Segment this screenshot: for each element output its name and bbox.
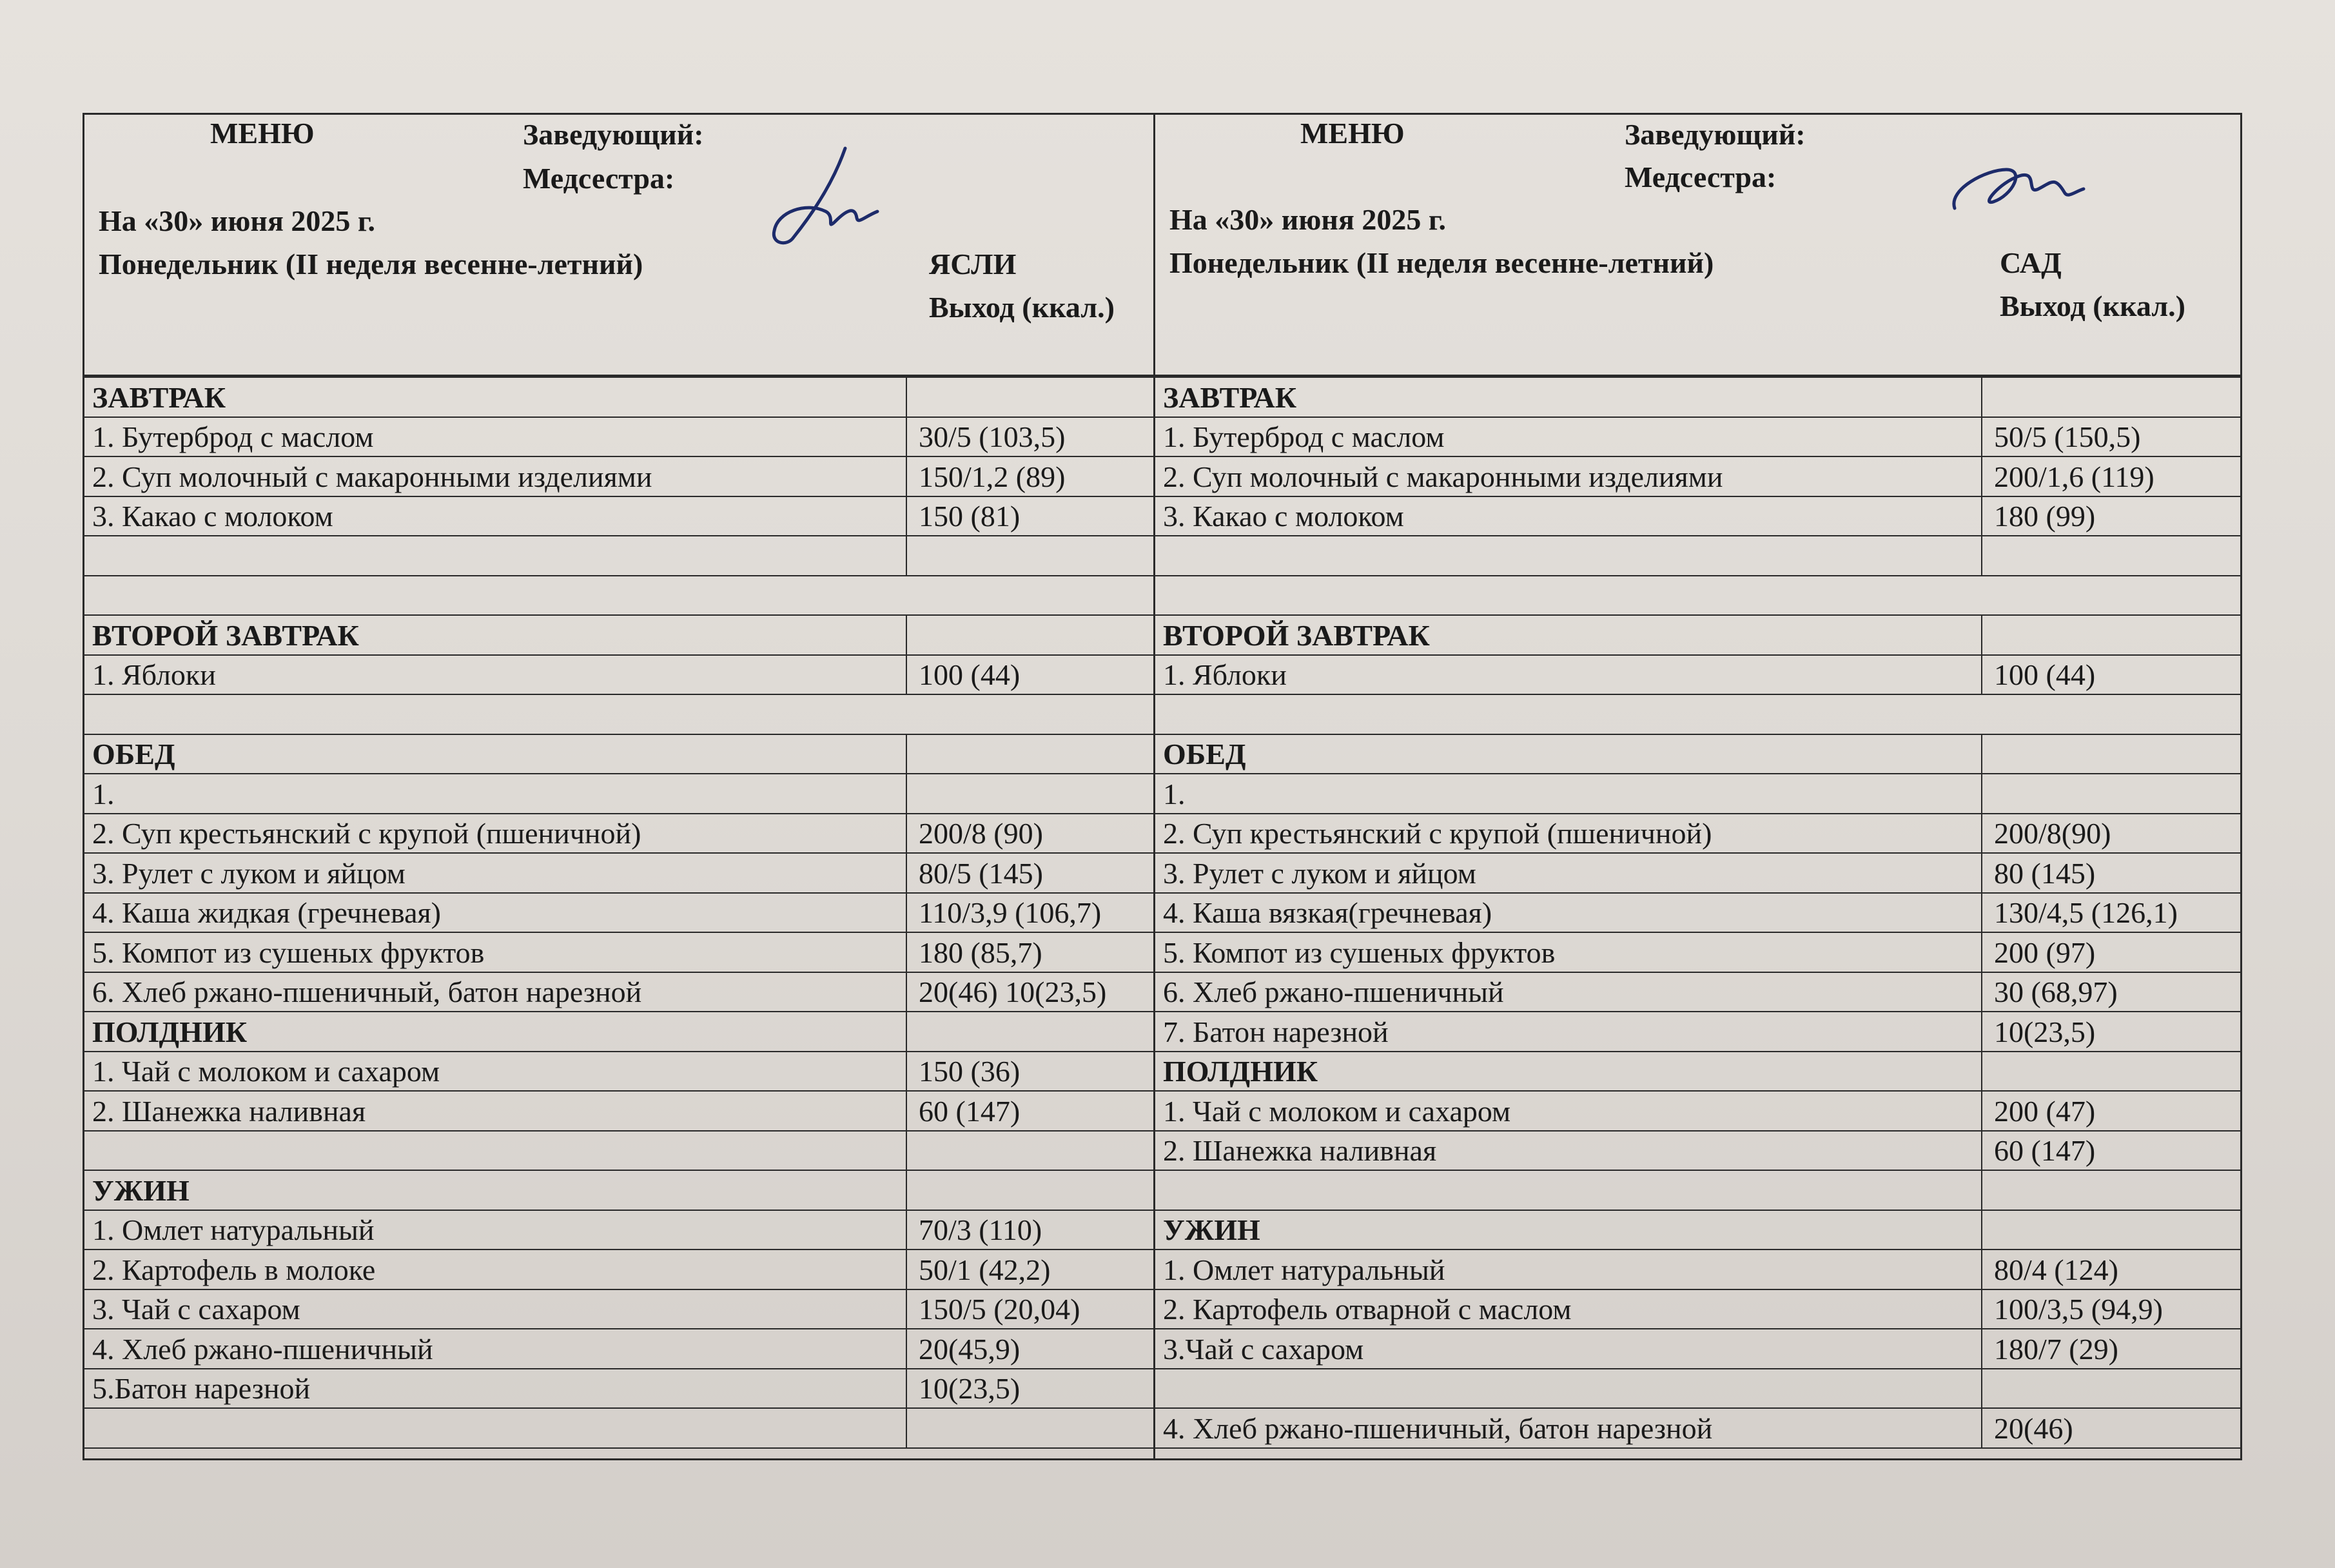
meal-section-title: ВТОРОЙ ЗАВТРАК (1155, 615, 1982, 655)
dish-name: 2. Шанежка наливная (84, 1091, 906, 1131)
kindergarten-dish-row (1155, 853, 2240, 893)
nursery-dish-row (84, 1131, 1153, 1171)
kindergarten-dish-row (1155, 1250, 2240, 1289)
dish-name (1155, 1170, 1982, 1210)
kindergarten-meal-section-row (1155, 615, 2240, 655)
nursery-dish-row (84, 1289, 1153, 1329)
dish-name: 3.Чай с сахаром (1155, 1329, 1982, 1369)
menu-title: МЕНЮ (210, 117, 315, 150)
kindergarten-menu-panel (1153, 113, 2242, 1460)
meal-section-title: ПОЛДНИК (84, 1012, 906, 1052)
meal-section-title: ЗАВТРАК (1155, 377, 1982, 417)
dish-name: 1. Омлет натуральный (84, 1210, 906, 1250)
nursery-spacer-row (84, 694, 1153, 734)
dish-name: 2. Суп крестьянский с крупой (пшеничной) (84, 814, 906, 854)
dish-portion-kcal (1982, 1170, 2240, 1210)
dish-portion-kcal: 30/5 (103,5) (906, 417, 1153, 457)
meal-section-title: УЖИН (1155, 1210, 1982, 1250)
kindergarten-dish-row (1155, 1329, 2240, 1369)
menu-day: Понедельник (II неделя весенне-летний) (1169, 246, 1714, 279)
output-label: Выход (ккал.) (929, 291, 1115, 324)
dish-portion-kcal: 130/4,5 (126,1) (1982, 893, 2240, 933)
dish-portion-kcal (906, 1408, 1153, 1448)
dish-portion-kcal: 180 (99) (1982, 496, 2240, 536)
dish-portion-kcal: 10(23,5) (1982, 1012, 2240, 1052)
kindergarten-dish-row (1155, 774, 2240, 814)
dish-portion-kcal (1982, 774, 2240, 814)
dish-name: 2. Шанежка наливная (1155, 1131, 1982, 1171)
dish-name: 5. Компот из сушеных фруктов (84, 932, 906, 972)
nursery-dish-row (84, 1408, 1153, 1448)
dish-portion-kcal: 80 (145) (1982, 853, 2240, 893)
dish-portion-kcal: 180/7 (29) (1982, 1329, 2240, 1369)
dish-name: 4. Каша жидкая (гречневая) (84, 893, 906, 933)
dish-name: 2. Суп крестьянский с крупой (пшеничной) (1155, 814, 1982, 854)
dish-portion-kcal: 50/5 (150,5) (1982, 417, 2240, 457)
dish-name (1155, 1369, 1982, 1409)
dish-name: 1. Чай с молоком и сахаром (1155, 1091, 1982, 1131)
dish-portion-kcal: 150 (81) (906, 496, 1153, 536)
nursery-dish-row (84, 893, 1153, 933)
menu-day: Понедельник (II неделя весенне-летний) (99, 248, 643, 280)
dish-name: 1. Бутерброд с маслом (84, 417, 906, 457)
kindergarten-dish-row (1155, 972, 2240, 1012)
dish-name: 5.Батон нарезной (84, 1369, 906, 1409)
head-label: Заведующий: (523, 118, 704, 151)
dish-name: 2. Картофель отварной с маслом (1155, 1289, 1982, 1329)
nursery-menu-header (84, 115, 1153, 377)
kindergarten-dish-row (1155, 932, 2240, 972)
dish-name: 5. Компот из сушеных фруктов (1155, 932, 1982, 972)
nursery-dish-row (84, 932, 1153, 972)
menu-date: На «30» июня 2025 г. (99, 204, 376, 237)
kindergarten-dish-row (1155, 417, 2240, 457)
dish-portion-kcal: 30 (68,97) (1982, 972, 2240, 1012)
dish-name: 6. Хлеб ржано-пшеничный, батон нарезной (84, 972, 906, 1012)
kindergarten-dish-row (1155, 1170, 2240, 1210)
dish-portion-kcal: 110/3,9 (106,7) (906, 893, 1153, 933)
dish-name: 1. Омлет натуральный (1155, 1250, 1982, 1289)
meal-section-title: ОБЕД (1155, 734, 1982, 774)
kindergarten-dish-row (1155, 1369, 2240, 1409)
dish-portion-kcal: 200/8(90) (1982, 814, 2240, 854)
head-label: Заведующий: (1625, 118, 1806, 151)
nursery-dish-row (84, 1250, 1153, 1289)
dish-name (84, 536, 906, 576)
dish-portion-kcal: 70/3 (110) (906, 1210, 1153, 1250)
kindergarten-dish-row (1155, 1131, 2240, 1171)
dish-name: 4. Каша вязкая(гречневая) (1155, 893, 1982, 933)
nursery-menu-panel (83, 113, 1155, 1460)
dish-portion-kcal (1982, 615, 2240, 655)
dish-portion-kcal (1982, 1210, 2240, 1250)
signature-mark (1942, 144, 2109, 228)
dish-portion-kcal: 200/8 (90) (906, 814, 1153, 854)
dish-portion-kcal: 60 (147) (1982, 1131, 2240, 1171)
spacer-cell (84, 576, 1153, 616)
dish-portion-kcal (1982, 734, 2240, 774)
dish-name (84, 1131, 906, 1171)
dish-portion-kcal: 80/4 (124) (1982, 1250, 2240, 1289)
dish-name: 1. (84, 774, 906, 814)
nursery-dish-row (84, 655, 1153, 695)
group-label: САД (2000, 246, 2062, 279)
dish-portion-kcal: 20(46) 10(23,5) (906, 972, 1153, 1012)
spacer-cell (84, 694, 1153, 734)
dish-portion-kcal: 80/5 (145) (906, 853, 1153, 893)
dish-portion-kcal (906, 774, 1153, 814)
dish-name: 1. (1155, 774, 1982, 814)
nursery-meal-section-row (84, 377, 1153, 417)
dish-name (84, 1408, 906, 1448)
nursery-meal-section-row (84, 1170, 1153, 1210)
nursery-meal-section-row (84, 615, 1153, 655)
kindergarten-meal-section-row (1155, 1210, 2240, 1250)
dish-portion-kcal (906, 1170, 1153, 1210)
spacer-cell (1155, 576, 2240, 616)
kindergarten-dish-row (1155, 814, 2240, 854)
dish-portion-kcal: 150 (36) (906, 1052, 1153, 1092)
dish-name: 3. Какао с молоком (84, 496, 906, 536)
nursery-dish-row (84, 1052, 1153, 1092)
dish-portion-kcal (1982, 377, 2240, 417)
dish-portion-kcal: 200 (97) (1982, 932, 2240, 972)
nurse-label: Медсестра: (523, 162, 675, 195)
dish-name: 3. Чай с сахаром (84, 1289, 906, 1329)
nursery-dish-row (84, 536, 1153, 576)
kindergarten-menu-table (1155, 377, 2240, 1449)
dish-portion-kcal: 200 (47) (1982, 1091, 2240, 1131)
dish-portion-kcal: 150/1,2 (89) (906, 456, 1153, 496)
nursery-dish-row (84, 814, 1153, 854)
dish-portion-kcal: 100 (44) (906, 655, 1153, 695)
kindergarten-dish-row (1155, 655, 2240, 695)
dish-portion-kcal (906, 536, 1153, 576)
kindergarten-spacer-row (1155, 694, 2240, 734)
nursery-meal-section-row (84, 734, 1153, 774)
meal-section-title: ПОЛДНИК (1155, 1052, 1982, 1092)
kindergarten-dish-row (1155, 496, 2240, 536)
kindergarten-dish-row (1155, 893, 2240, 933)
dish-portion-kcal: 100/3,5 (94,9) (1982, 1289, 2240, 1329)
meal-section-title: ВТОРОЙ ЗАВТРАК (84, 615, 906, 655)
dish-portion-kcal (1982, 1052, 2240, 1092)
nursery-dish-row (84, 972, 1153, 1012)
kindergarten-meal-section-row (1155, 734, 2240, 774)
kindergarten-spacer-row (1155, 576, 2240, 616)
spacer-cell (1155, 694, 2240, 734)
dish-portion-kcal (1982, 1369, 2240, 1409)
dish-name: 4. Хлеб ржано-пшеничный (84, 1329, 906, 1369)
dish-portion-kcal: 100 (44) (1982, 655, 2240, 695)
dish-name: 3. Рулет с луком и яйцом (84, 853, 906, 893)
kindergarten-dish-row (1155, 536, 2240, 576)
dish-portion-kcal (906, 377, 1153, 417)
nursery-dish-row (84, 853, 1153, 893)
meal-section-title: ОБЕД (84, 734, 906, 774)
nursery-dish-row (84, 774, 1153, 814)
nursery-spacer-row (84, 576, 1153, 616)
dish-portion-kcal: 180 (85,7) (906, 932, 1153, 972)
dish-name: 3. Какао с молоком (1155, 496, 1982, 536)
nursery-dish-row (84, 456, 1153, 496)
dish-portion-kcal: 60 (147) (906, 1091, 1153, 1131)
nursery-dish-row (84, 1329, 1153, 1369)
kindergarten-dish-row (1155, 1091, 2240, 1131)
signature-mark (748, 141, 942, 250)
dish-name: 6. Хлеб ржано-пшеничный (1155, 972, 1982, 1012)
dish-portion-kcal (906, 1012, 1153, 1052)
meal-section-title: УЖИН (84, 1170, 906, 1210)
kindergarten-dish-row (1155, 456, 2240, 496)
kindergarten-menu-header (1155, 115, 2240, 377)
dish-name: 2. Суп молочный с макаронными изделиями (1155, 456, 1982, 496)
dish-portion-kcal (1982, 536, 2240, 576)
dish-name (1155, 536, 1982, 576)
dish-portion-kcal (906, 734, 1153, 774)
group-label: ЯСЛИ (929, 248, 1017, 280)
kindergarten-dish-row (1155, 1012, 2240, 1052)
dish-name: 1. Яблоки (84, 655, 906, 695)
dish-name: 4. Хлеб ржано-пшеничный, батон нарезной (1155, 1408, 1982, 1448)
kindergarten-meal-section-row (1155, 377, 2240, 417)
dish-portion-kcal: 150/5 (20,04) (906, 1289, 1153, 1329)
nursery-meal-section-row (84, 1012, 1153, 1052)
dish-name: 3. Рулет с луком и яйцом (1155, 853, 1982, 893)
dish-name: 7. Батон нарезной (1155, 1012, 1982, 1052)
meal-section-title: ЗАВТРАК (84, 377, 906, 417)
dish-portion-kcal: 10(23,5) (906, 1369, 1153, 1409)
dish-name: 1. Чай с молоком и сахаром (84, 1052, 906, 1092)
dish-name: 2. Суп молочный с макаронными изделиями (84, 456, 906, 496)
dish-portion-kcal: 20(45,9) (906, 1329, 1153, 1369)
dish-portion-kcal: 20(46) (1982, 1408, 2240, 1448)
dish-name: 1. Яблоки (1155, 655, 1982, 695)
nursery-dish-row (84, 496, 1153, 536)
menu-sheet (83, 113, 2242, 1460)
dish-name: 1. Бутерброд с маслом (1155, 417, 1982, 457)
nursery-dish-row (84, 417, 1153, 457)
dish-portion-kcal (906, 1131, 1153, 1171)
dish-portion-kcal (906, 615, 1153, 655)
dish-portion-kcal: 50/1 (42,2) (906, 1250, 1153, 1289)
kindergarten-dish-row (1155, 1289, 2240, 1329)
menu-date: На «30» июня 2025 г. (1169, 203, 1447, 236)
menu-title: МЕНЮ (1300, 117, 1405, 150)
dish-portion-kcal: 200/1,6 (119) (1982, 456, 2240, 496)
nursery-dish-row (84, 1369, 1153, 1409)
nursery-dish-row (84, 1210, 1153, 1250)
output-label: Выход (ккал.) (2000, 289, 2185, 322)
nursery-menu-table (84, 377, 1153, 1449)
dish-name: 2. Картофель в молоке (84, 1250, 906, 1289)
nurse-label: Медсестра: (1625, 161, 1777, 193)
kindergarten-dish-row (1155, 1408, 2240, 1448)
nursery-dish-row (84, 1091, 1153, 1131)
kindergarten-meal-section-row (1155, 1052, 2240, 1092)
